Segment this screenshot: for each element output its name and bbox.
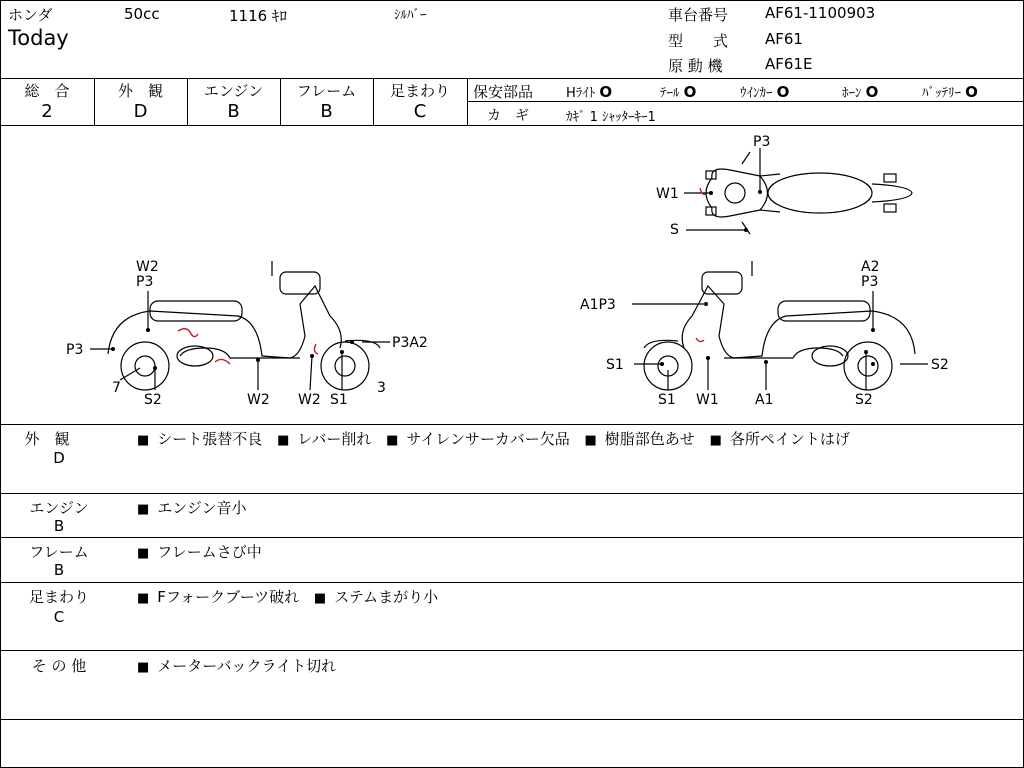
safety-item-tail: ﾃｰﾙ O	[660, 83, 697, 101]
scooter-top-view	[706, 152, 912, 234]
bullet-icon: ■	[313, 591, 327, 606]
color: ｼﾙﾊﾞｰ	[394, 8, 427, 23]
safety-items	[566, 82, 978, 101]
label-right-a1p3: A1P3	[580, 297, 616, 313]
bullet-icon: ■	[137, 546, 150, 561]
label-right-s2-bottom: S2	[855, 392, 873, 408]
divider	[0, 493, 1024, 494]
damage-diagram	[0, 126, 1024, 424]
bullet-icon: ■	[137, 433, 150, 448]
label-right-s1-left: S1	[606, 357, 624, 373]
label-right-a1: A1	[755, 392, 774, 408]
grade-value-overall: 2	[41, 101, 53, 122]
key-label: カ ギ	[487, 108, 529, 124]
bullet-icon: ■	[137, 591, 150, 606]
maker: ホンダ	[8, 6, 53, 24]
label-top-p3: P3	[753, 134, 771, 150]
divider	[0, 650, 1024, 651]
damage-marks	[178, 188, 706, 364]
divider	[0, 537, 1024, 538]
bullet-icon: ■	[277, 433, 290, 448]
bullet-icon: ■	[137, 660, 150, 675]
label-left-w2-mid: W2	[247, 392, 270, 408]
label-right-s2-right: S2	[931, 357, 949, 373]
safety-item-winker: ｳｲﾝｶｰ O	[740, 83, 790, 101]
engine-value: AF61E	[765, 55, 813, 73]
bullet-icon: ■	[584, 433, 597, 448]
label-top-s: S	[670, 222, 679, 238]
label-left-s1: S1	[330, 392, 348, 408]
label-right-p3: P3	[861, 274, 879, 290]
remark-grade-frame: B	[53, 561, 65, 579]
label-left-p3a2: P3A2	[392, 335, 428, 351]
label-right-a2: A2	[861, 259, 880, 275]
grade-value-engine: B	[227, 101, 240, 122]
grade-label-suspension: 足まわり	[389, 82, 450, 100]
engine-label: 原 動 機	[668, 57, 723, 75]
divider	[0, 78, 1024, 79]
grade-value-suspension: C	[413, 101, 427, 122]
grade-label-overall: 総 合	[24, 82, 70, 100]
safety-item-headlight: Hﾗｲﾄ O	[566, 83, 613, 101]
label-left-w2: W2	[136, 259, 159, 275]
label-left-p3-top: P3	[136, 274, 154, 290]
leader-lines	[90, 148, 928, 390]
key-value: ｶｷﾞ 1 ｼｬｯﾀｰｷｰ1	[566, 110, 656, 125]
remark-grade-suspension: C	[53, 608, 65, 626]
label-right-s1-bottom: S1	[658, 392, 676, 408]
label-left-7: 7	[112, 380, 121, 396]
remark-notes-exterior: ■ シート張替不良 ■ レバー削れ ■ サイレンサーカバー欠品 ■ 樹脂部色あせ ■ 各所ペイントはげ	[137, 430, 850, 448]
safety-item-battery: ﾊﾞｯﾃﾘｰ O	[922, 83, 978, 101]
model-name: Today	[8, 26, 69, 50]
label-left-s2: S2	[144, 392, 162, 408]
divider	[467, 78, 468, 125]
remark-cat-engine: エンジン	[29, 499, 89, 517]
frame-no: AF61-1100903	[765, 4, 876, 22]
grade-value-frame: B	[320, 101, 333, 122]
label-right-w1: W1	[696, 392, 719, 408]
bullet-icon: ■	[386, 433, 399, 448]
frame-no-label: 車台番号	[668, 6, 729, 24]
type-value: AF61	[765, 30, 803, 48]
divider	[467, 101, 1024, 102]
remark-notes-other: ■ メーターバックライト切れ	[137, 657, 337, 675]
remark-cat-other: そ の 他	[31, 657, 87, 675]
grade-value-exterior: D	[133, 101, 148, 122]
bullet-icon: ■	[137, 502, 150, 517]
remark-grade-engine: B	[53, 517, 65, 535]
label-left-3: 3	[377, 380, 386, 396]
grade-label-exterior: 外 観	[117, 82, 163, 100]
remark-notes-frame: ■ フレームさび中	[137, 543, 262, 561]
remark-cat-frame: フレーム	[29, 543, 89, 561]
divider	[0, 424, 1024, 425]
bullet-icon: ■	[709, 433, 722, 448]
remark-cat-exterior: 外 観	[24, 430, 70, 448]
displacement: 50cc	[124, 5, 160, 23]
label-top-w1: W1	[656, 186, 679, 202]
grade-label-frame: フレーム	[296, 82, 357, 100]
remark-notes-engine: ■ エンジン音小	[137, 499, 247, 517]
type-label: 型 式	[668, 32, 729, 50]
divider	[0, 719, 1024, 720]
divider	[0, 582, 1024, 583]
label-left-w2-right: W2	[298, 392, 321, 408]
mileage: 1116 ｷﾛ	[229, 7, 287, 25]
safety-item-horn: ﾎｰﾝ O	[842, 83, 879, 101]
remark-notes-suspension: ■ Fフォークブーツ破れ ■ ステムまがり小	[137, 588, 439, 606]
grade-label-engine: エンジン	[203, 82, 264, 100]
label-left-p3: P3	[66, 342, 84, 358]
remark-cat-suspension: 足まわり	[28, 588, 89, 606]
safety-label: 保安部品	[473, 83, 534, 101]
remark-grade-exterior: D	[53, 449, 65, 467]
